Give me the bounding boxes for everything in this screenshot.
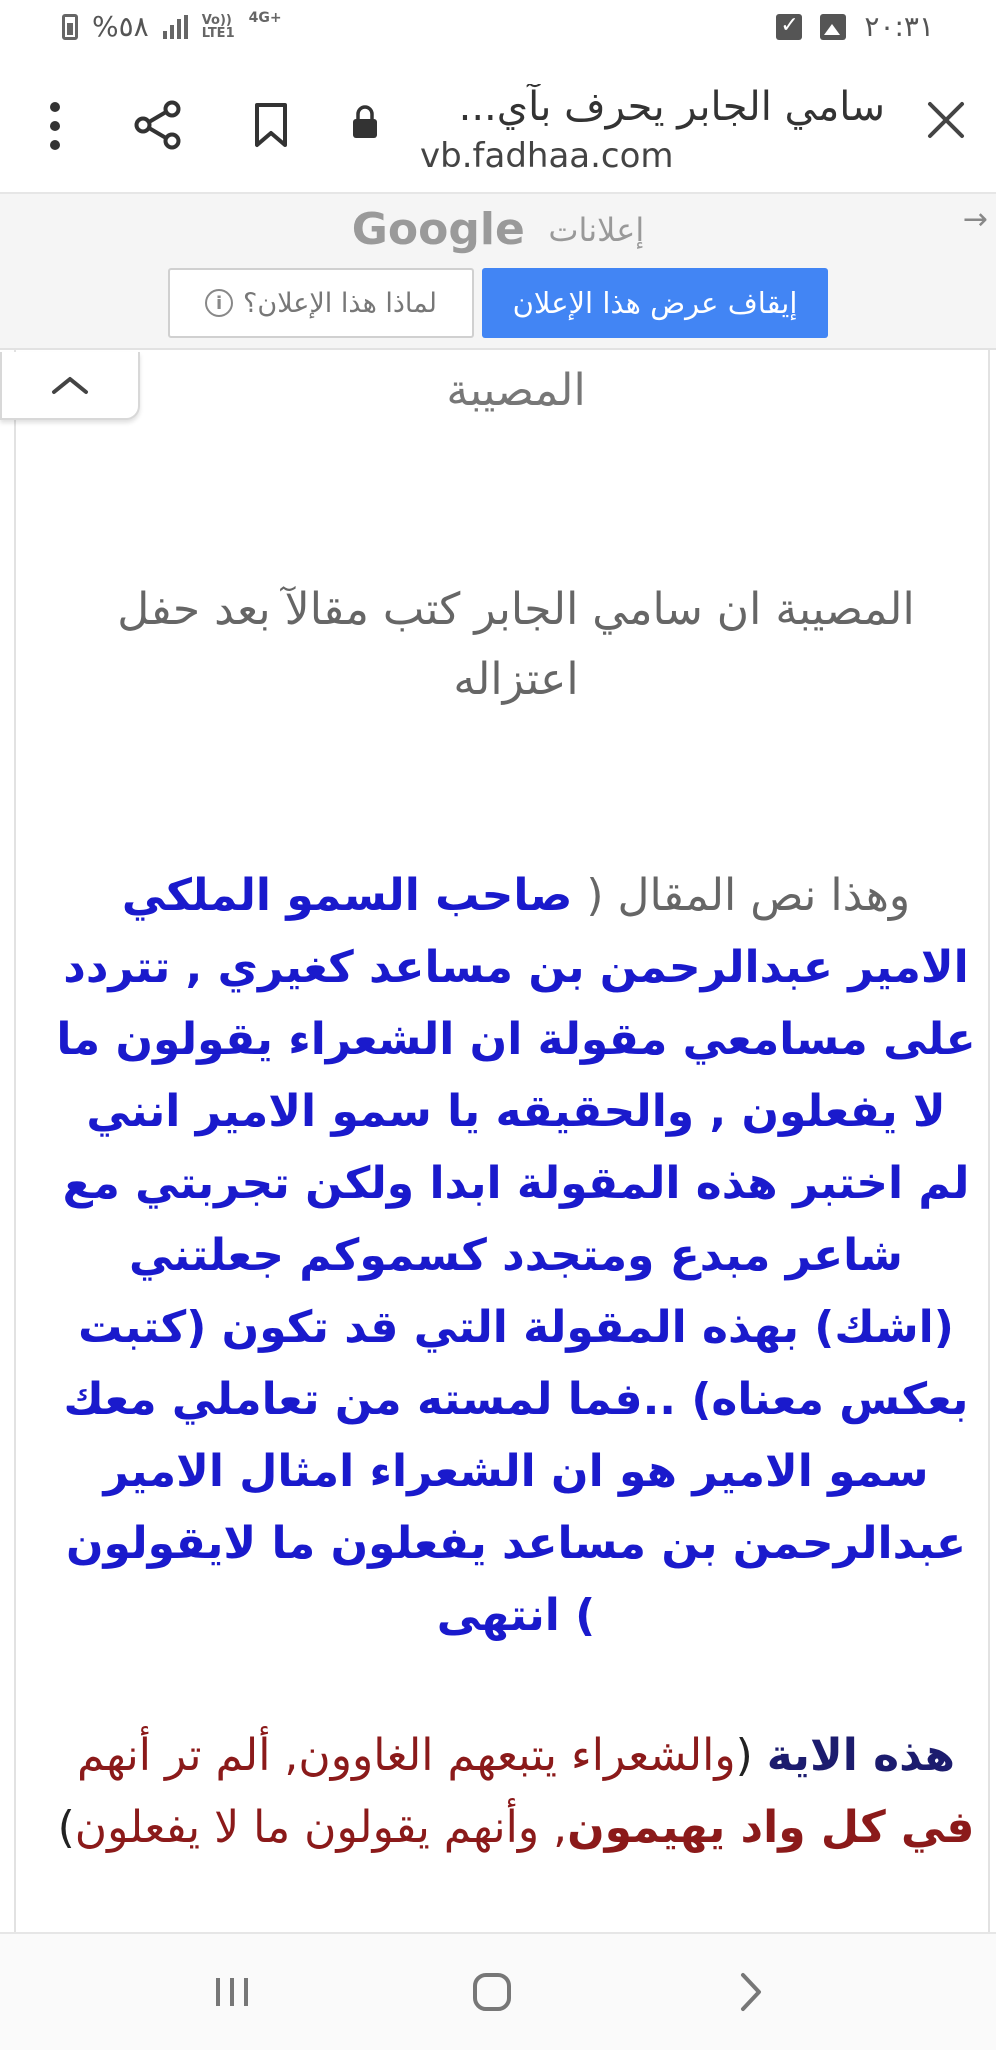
network-label — [202, 14, 235, 40]
why-this-ad-label: لماذا هذا الإعلان؟ — [243, 287, 437, 319]
overflow-menu-icon[interactable] — [48, 100, 62, 152]
browser-toolbar — [0, 60, 996, 194]
page-title[interactable]: سامي الجابر يحرف بآي... — [458, 84, 885, 130]
volte-label: Vo)) — [201, 12, 232, 28]
article-verse — [56, 1720, 976, 1864]
bookmark-icon[interactable] — [252, 102, 290, 148]
verse-part-1: والشعراء يتبعهم الغاوون, ألم تر أنهم — [76, 1730, 736, 1781]
lock-icon[interactable] — [350, 104, 380, 140]
network-type: 4G+ — [248, 10, 282, 26]
status-bar — [0, 0, 996, 60]
clock: ٢٠:٣١ — [864, 10, 934, 43]
ad-label: إعلانات — [548, 210, 645, 249]
info-icon: i — [205, 289, 233, 317]
why-this-ad-button[interactable] — [168, 268, 474, 338]
recent-apps-icon[interactable] — [212, 1974, 252, 2010]
battery-icon — [62, 14, 78, 40]
back-icon[interactable] — [740, 1972, 762, 2012]
close-icon[interactable] — [924, 98, 968, 142]
image-notification-icon — [820, 14, 846, 40]
verse-bold: في كل واد يهيمون — [567, 1802, 975, 1853]
chevron-up-icon — [50, 374, 90, 396]
ad-header — [0, 204, 996, 255]
lte-label: LTE1 — [201, 25, 235, 41]
ad-arrow-icon[interactable]: → — [962, 202, 988, 237]
stop-ad-button[interactable]: إيقاف عرض هذا الإعلان — [482, 268, 828, 338]
article-heading: المصيبة — [446, 365, 586, 416]
battery-level: %٥٨ — [92, 10, 149, 43]
status-left — [62, 10, 282, 43]
signal-icon — [163, 15, 188, 39]
checkbox-notification-icon — [776, 14, 802, 40]
page-url[interactable]: vb.fadhaa.com — [420, 136, 674, 176]
verse-part-2: , وأنهم يقولون ما لا يفعلون — [74, 1802, 568, 1853]
system-nav-bar — [0, 1932, 996, 2050]
verse-close-paren: ) — [57, 1802, 75, 1853]
ad-bar — [0, 194, 996, 350]
quote-body: صاحب السمو الملكي الامير عبدالرحمن بن مساعد كغيري , تتردد على مسامعي مقولة ان الشعراء يقولون ما لا يفعلون , والحقيقه يا سمو الامير انني لم اختبر هذه المقولة ابدا ولكن تجربتي مع شاعر مبدع ومتجدد كسموكم جعلتني (اشك) بهذه المقولة التي قد تكون (كتبت بعكس معناه) ..فما لمسته من تعاملي معك سمو الامير هو ان الشعراء امثال الامير عبدالرحمن بن مساعد يفعلون ما لايقولون ) انتهى — [56, 870, 976, 1641]
google-logo: Google — [351, 204, 525, 255]
home-icon[interactable] — [472, 1972, 512, 2012]
status-right — [776, 10, 934, 43]
article-intro: المصيبة ان سامي الجابر كتب مقالآ بعد حفل اعتزاله — [117, 584, 915, 705]
verse-open-paren: ( — [735, 1730, 767, 1781]
quote-lead: وهذا نص المقال ( — [572, 870, 911, 921]
article-quote — [56, 860, 976, 1652]
article-content — [14, 350, 990, 1932]
collapse-ad-button[interactable] — [0, 352, 140, 420]
share-icon[interactable] — [134, 100, 182, 150]
verse-lead: هذه الاية — [766, 1730, 956, 1781]
